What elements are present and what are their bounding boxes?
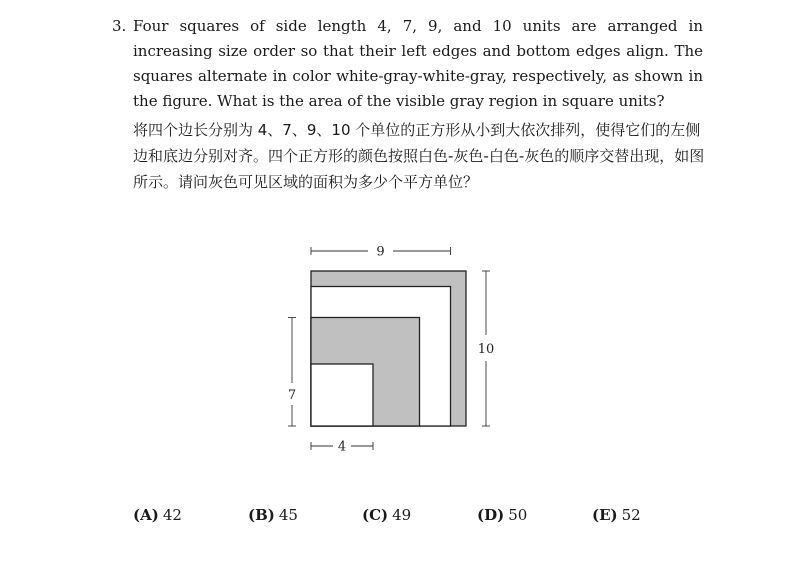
choice-value: 50	[508, 506, 528, 524]
choice-letter: (C)	[362, 506, 389, 524]
dimension-label-7: 7	[287, 388, 297, 403]
choice-value: 49	[392, 506, 412, 524]
squares-diagram	[240, 215, 560, 475]
choice-letter: (E)	[592, 506, 618, 524]
choice-a[interactable]	[133, 506, 182, 524]
problem-statement-english: Four squares of side length 4, 7, 9, and 10 units are arranged in increasing size order so that their left edges and bottom edges align. The squares alternate in color white-gray-white-gray, respectively, as shown in the figure. What is the area of the visible gray region in square units?	[133, 17, 703, 110]
problem-number: 3.	[112, 17, 127, 35]
choice-b[interactable]	[248, 506, 298, 524]
choice-value: 52	[621, 506, 641, 524]
dimension-label-4: 4	[337, 439, 347, 455]
answer-choices	[133, 506, 693, 532]
choice-value: 42	[162, 506, 182, 524]
choice-e[interactable]	[592, 506, 641, 524]
squares-figure	[240, 215, 560, 475]
problem-statement-chinese: 将四个边长分别为 4、7、9、10 个单位的正方形从小到大依次排列，使得它们的左侧边和底边分别对齐。四个正方形的颜色按照白色-灰色-白色-灰色的顺序交替出现，如图所示。请问灰色可见区域的面积为多少个平方单位？	[133, 121, 705, 191]
choice-letter: (B)	[248, 506, 275, 524]
dimension-left	[288, 318, 296, 427]
choice-c[interactable]	[362, 506, 411, 524]
choice-letter: (A)	[133, 506, 159, 524]
dimension-label-9: 9	[376, 244, 385, 260]
choice-letter: (D)	[477, 506, 505, 524]
choice-d[interactable]	[477, 506, 527, 524]
choice-value: 45	[278, 506, 298, 524]
square-4-white	[311, 364, 373, 426]
dimension-label-10: 10	[477, 342, 495, 357]
